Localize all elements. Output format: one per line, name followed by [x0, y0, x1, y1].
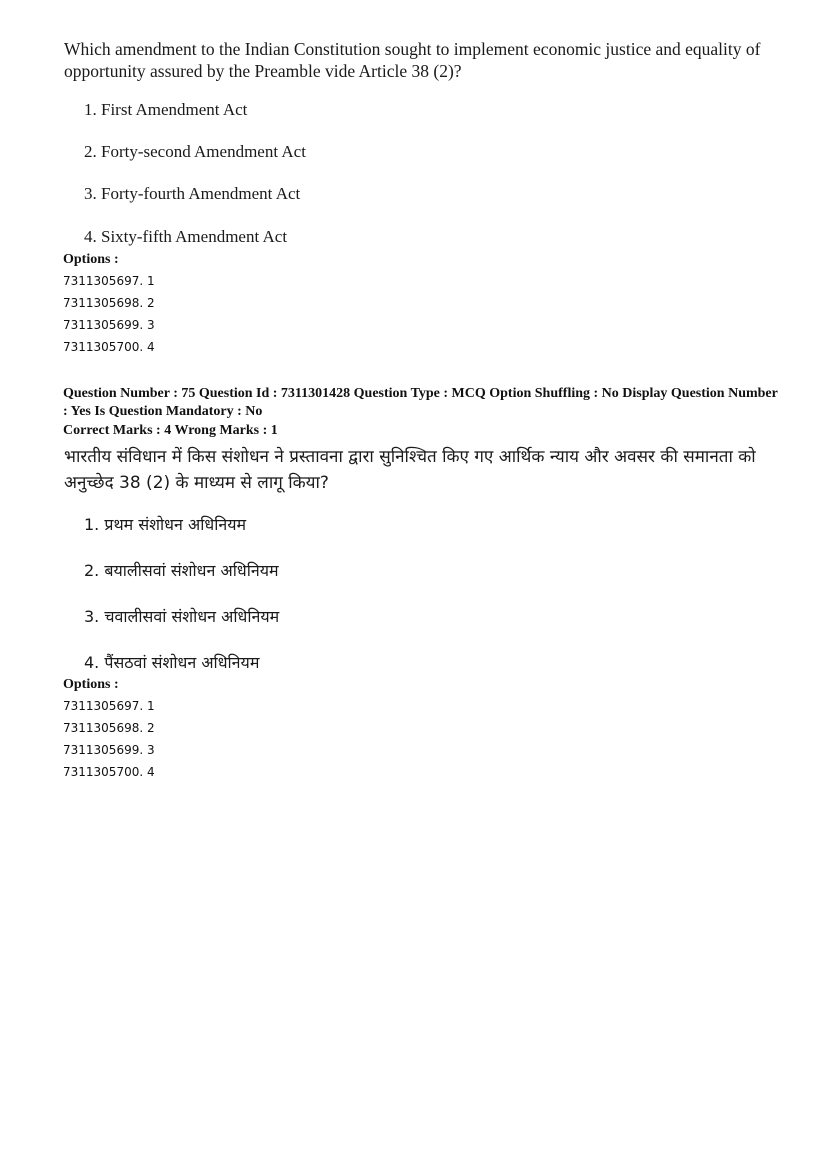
choice-2-hi: 2. बयालीसवां संशोधन अधिनियम [84, 561, 279, 580]
option-id-2-hi: 7311305698. 2 [63, 721, 155, 735]
question-meta: Question Number : 75 Question Id : 7311301428 Question Type : MCQ Option Shuffling : No Display Question Number : Yes Is Question Mandatory : No [63, 386, 778, 419]
choice-4-en: 4. Sixty-fifth Amendment Act [84, 227, 288, 246]
question-text-hi: भारतीय संविधान में किस संशोधन ने प्रस्तावना द्वारा सुनिश्चित किए गए आर्थिक न्याय और अवसर की समानता को अनुच्छेद 38 (2) के माध्यम से लागू किया? [64, 447, 756, 493]
choice-1-en: 1. First Amendment Act [84, 100, 248, 119]
option-id-4-hi: 7311305700. 4 [63, 765, 155, 779]
question-text-en: Which amendment to the Indian Constitution sought to implement economic justice and equality of opportunity assured by the Preamble vide Article 38 (2)? [64, 39, 761, 81]
option-id-1-hi: 7311305697. 1 [63, 699, 155, 713]
choice-1-hi: 1. प्रथम संशोधन अधिनियम [84, 515, 247, 534]
choice-3-hi: 3. चवालीसवां संशोधन अधिनियम [84, 607, 280, 626]
choice-3-en: 3. Forty-fourth Amendment Act [84, 184, 301, 203]
marks-meta: Correct Marks : 4 Wrong Marks : 1 [63, 423, 278, 438]
options-label-hi: Options : [63, 677, 119, 692]
option-id-3-en: 7311305699. 3 [63, 318, 155, 332]
option-id-4-en: 7311305700. 4 [63, 340, 155, 354]
option-id-2-en: 7311305698. 2 [63, 296, 155, 310]
choice-2-en: 2. Forty-second Amendment Act [84, 142, 306, 161]
option-id-3-hi: 7311305699. 3 [63, 743, 155, 757]
options-label-en: Options : [63, 252, 119, 267]
option-id-1-en: 7311305697. 1 [63, 274, 155, 288]
choice-4-hi: 4. पैंसठवां संशोधन अधिनियम [84, 653, 260, 672]
